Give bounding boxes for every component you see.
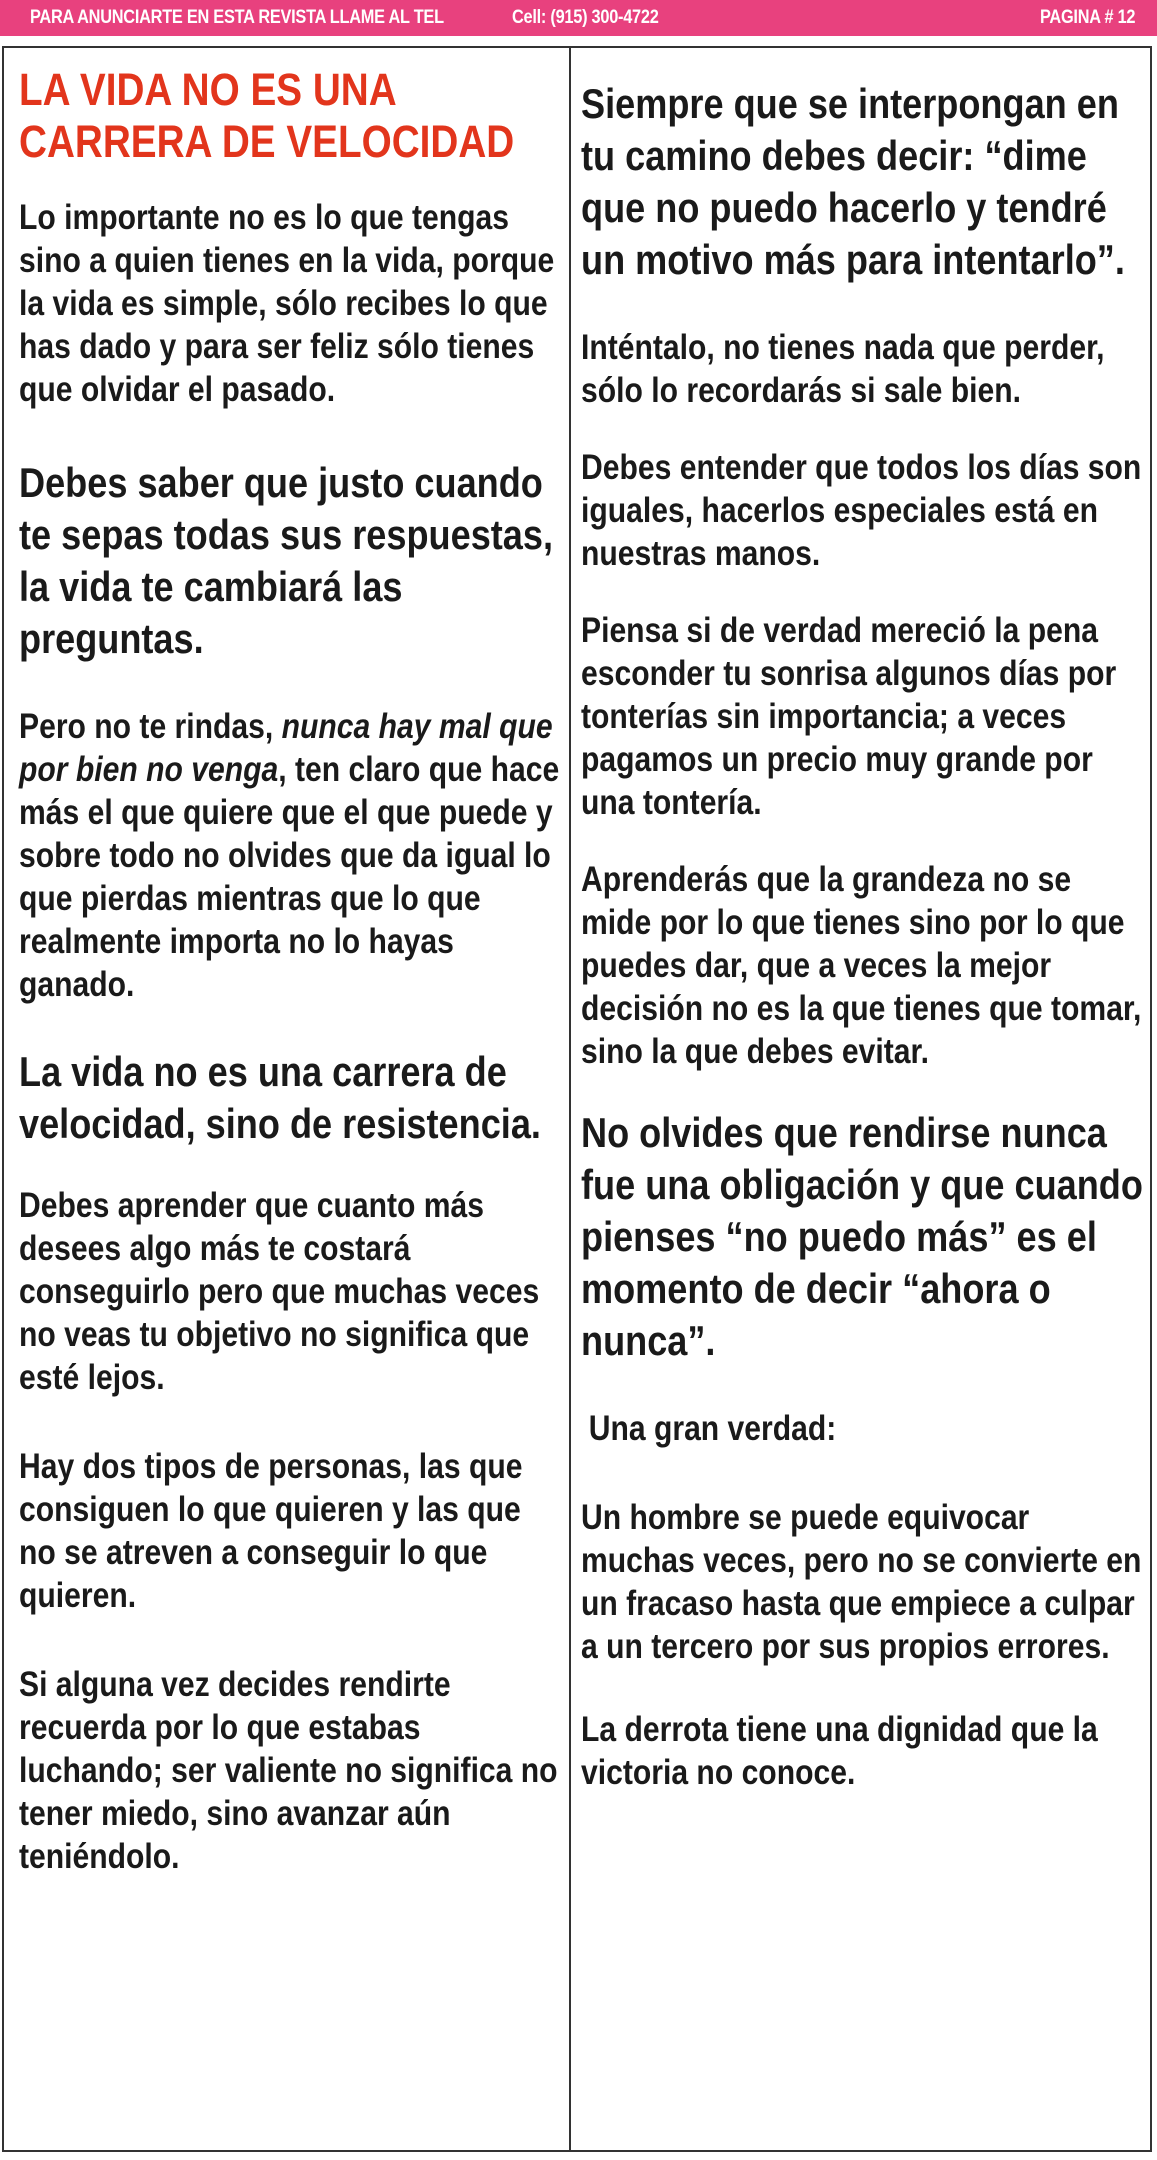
page-header-bar [0, 0, 1157, 36]
right-column [581, 46, 1147, 1794]
column-divider [569, 46, 571, 2152]
right-highlight-1: Siempre que se interpongan en tu camino debes decir: “dime que no puedo hacerlo y tendré un motivo más para intentarlo”. [581, 80, 1125, 283]
p3-end: , ten claro que hace más el que quiere que el que puede y sobre todo no olvides que da igual lo que pierdas mientras que lo que realmente importa no lo hayas ganado. [19, 750, 560, 1004]
right-paragraph-4: Aprenderás que la grandeza no se mide por lo que tienes sino por lo que puedes dar, que a veces la mejor decisión no es la que tienes que tomar, sino la que debes evitar. [581, 860, 1142, 1071]
left-paragraph-3: Debes aprender que cuanto más desees algo más te costará conseguirlo pero que muchas veces no veas tu objetivo no significa que esté lejos. [19, 1186, 540, 1397]
right-paragraph-1: Inténtalo, no tienes nada que perder, sólo lo recordarás si sale bien. [581, 328, 1105, 410]
left-paragraph-2 [19, 705, 564, 1006]
right-paragraph-5: Un hombre se puede equivocar muchas veces, pero no se convierte en un fracaso hasta que empiece a culpar a un tercero por sus propios errores. [581, 1498, 1142, 1666]
header-page-number: PAGINA # 12 [1040, 7, 1136, 28]
left-highlight-1: Debes saber que justo cuando te sepas todas sus respuestas, la vida te cambiará las preguntas. [19, 459, 554, 662]
right-highlight-2: No olvides que rendirse nunca fue una obligación y que cuando pienses “no puedo más” es el momento de decir “ahora o nunca”. [581, 1109, 1143, 1364]
header-advertise-text: PARA ANUNCIARTE EN ESTA REVISTA LLAME AL TEL [30, 7, 444, 28]
article-title [19, 64, 564, 168]
right-paragraph-6: La derrota tiene una dignidad que la victoria no conoce. [581, 1710, 1098, 1792]
p3-start: Pero no te rindas, [19, 707, 282, 746]
right-column-content [581, 78, 1147, 1794]
p3-italic-phrase: nunca hay mal que por bien no venga [19, 707, 553, 789]
right-paragraph-2: Debes entender que todos los días son iguales, hacerlos especiales está en nuestras manos. [581, 448, 1142, 573]
left-paragraph-1: Lo importante no es lo que tengas sino a quien tienes en la vida, porque la vida es simple, sólo recibes lo que has dado y para ser feliz sólo tienes que olvidar el pasado. [19, 198, 555, 409]
left-paragraph-4: Hay dos tipos de personas, las que consiguen lo que quieren y las que no se atreven a conseguir lo que quieren. [19, 1447, 523, 1615]
header-phone: Cell: (915) 300-4722 [512, 7, 659, 28]
right-paragraph-3: Piensa si de verdad mereció la pena esconder tu sonrisa algunos días por tonterías sin importancia; a veces pagamos un precio muy grande por una tontería. [581, 611, 1117, 822]
title-line-2: CARRERA DE VELOCIDAD [19, 116, 515, 167]
title-line-1: LA VIDA NO ES UNA [19, 64, 397, 115]
left-highlight-2: La vida no es una carrera de velocidad, sino de resistencia. [19, 1048, 541, 1147]
left-paragraph-5: Si alguna vez decides rendirte recuerda por lo que estabas luchando; ser valiente no significa no tener miedo, sino avanzar aún teniéndolo. [19, 1665, 558, 1876]
right-subheading: Una gran verdad: [588, 1409, 837, 1448]
left-column-content [19, 64, 564, 1878]
left-column [19, 46, 564, 1878]
